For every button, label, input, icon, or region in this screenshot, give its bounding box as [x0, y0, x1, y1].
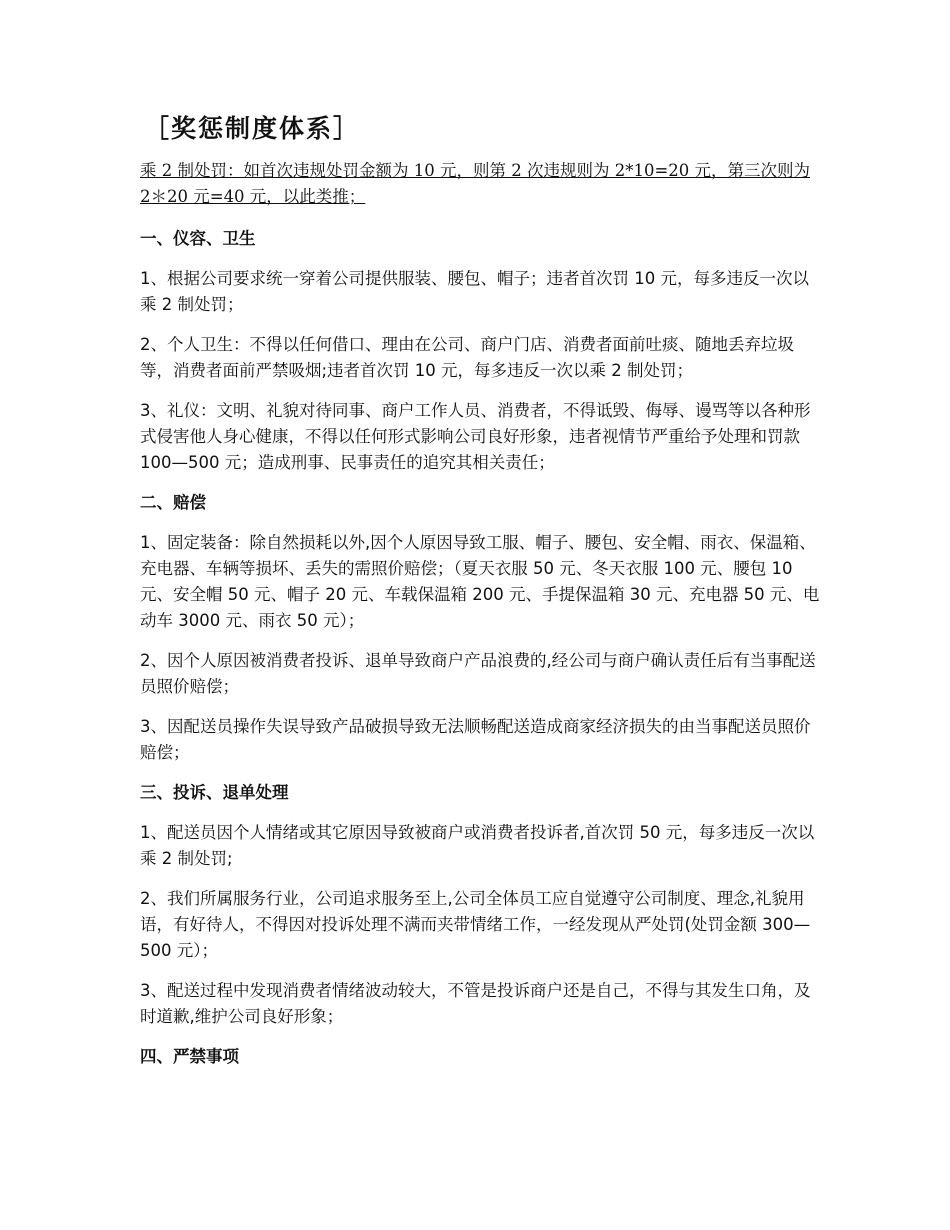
section-paragraph: 1、配送员因个人情绪或其它原因导致被商户或消费者投诉者,首次罚 50 元，每多违反一次以乘 2 制处罚;	[140, 823, 815, 868]
section-heading: 二、赔偿	[140, 493, 206, 512]
section-appearance-hygiene	[140, 226, 820, 476]
section-paragraph: 2、个人卫生：不得以任何借口、理由在公司、商户门店、消费者面前吐痰、随地丢弃垃圾等，消费者面前严禁吸烟;违者首次罚 10 元，每多违反一次以乘 2 制处罚；	[140, 335, 794, 380]
section-paragraph: 3、礼仪：文明、礼貌对待同事、商户工作人员、消费者，不得诋毁、侮辱、谩骂等以各种形式侵害他人身心健康，不得以任何形式影响公司良好形象，违者视情节严重给予处理和罚款 100—500 元；造成刑事、民事责任的追究其相关责任；	[140, 401, 811, 472]
section-heading: 三、投诉、退单处理	[140, 783, 289, 802]
penalty-rule-intro: 乘 2 制处罚：如首次违规处罚金额为 10 元，则第 2 次违规则为 2*10=20 元，第三次则为 2＊20 元=40 元，以此类推；	[140, 161, 811, 206]
section-complaints-refunds	[140, 780, 820, 1030]
section-paragraph: 3、因配送员操作失误导致产品破损导致无法顺畅配送造成商家经济损失的由当事配送员照价赔偿；	[140, 717, 811, 762]
section-compensation	[140, 490, 820, 766]
section-prohibited-matters	[140, 1044, 820, 1070]
section-paragraph: 2、我们所属服务行业，公司追求服务至上,公司全体员工应自觉遵守公司制度、理念,礼貌用语，有好待人，不得因对投诉处理不满而夹带情绪工作，一经发现从严处罚(处罚金额 300—500 元）；	[140, 889, 811, 960]
section-heading: 四、严禁事项	[140, 1047, 239, 1066]
section-paragraph: 3、配送过程中发现消费者情绪波动较大，不管是投诉商户还是自己，不得与其发生口角，及时道歉,维护公司良好形象；	[140, 981, 811, 1026]
section-heading: 一、仪容、卫生	[140, 229, 256, 248]
document-page	[140, 112, 820, 1084]
document-title: ［奖惩制度体系］	[144, 114, 361, 143]
section-paragraph: 2、因个人原因被消费者投诉、退单导致商户产品浪费的,经公司与商户确认责任后有当事配送员照价赔偿；	[140, 651, 816, 696]
section-paragraph: 1、根据公司要求统一穿着公司提供服装、腰包、帽子；违者首次罚 10 元，每多违反一次以乘 2 制处罚；	[140, 269, 809, 314]
section-paragraph: 1、固定装备：除自然损耗以外,因个人原因导致工服、帽子、腰包、安全帽、雨衣、保温箱、充电器、车辆等损坏、丢失的需照价赔偿；（夏天衣服 50 元、冬天衣服 100 元、腰包 10 元、安全帽 50 元、帽子 20 元、车载保温箱 200 元、手提保温箱 30 元、充电器 50 元、电动车 3000 元、雨衣 50 元）；	[140, 533, 820, 630]
